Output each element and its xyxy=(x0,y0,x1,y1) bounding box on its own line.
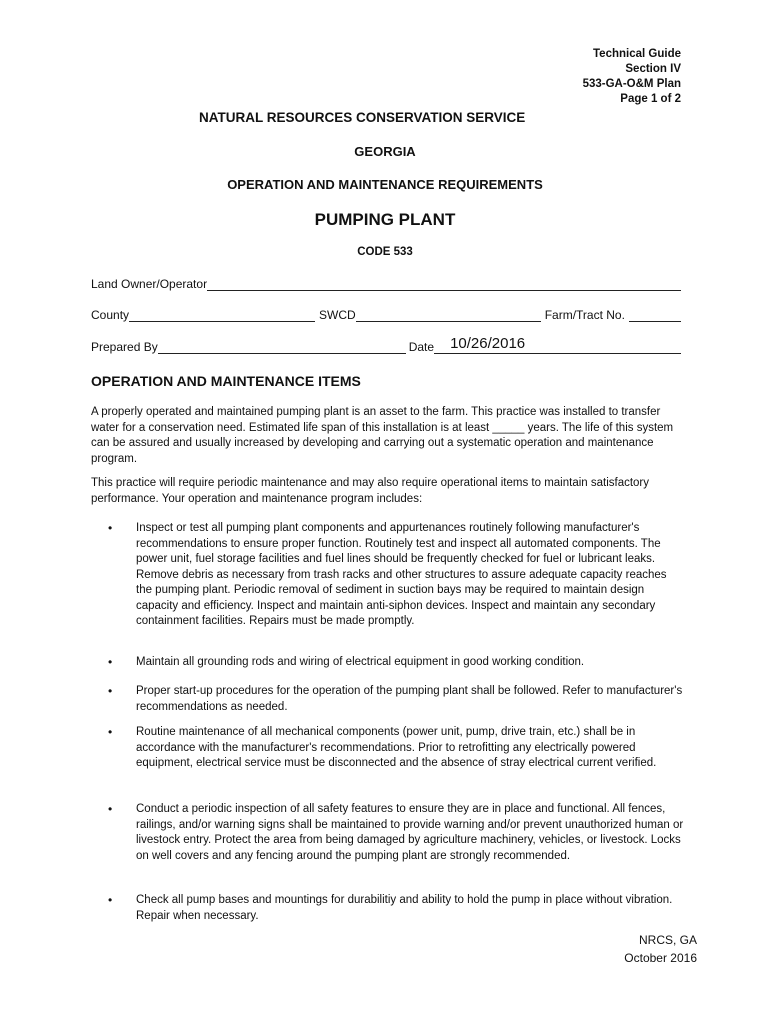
bullet-icon: • xyxy=(108,684,113,698)
bullet-text: Inspect or test all pumping plant components and appurtenances routinely following manufacturer's recommendations to ensure proper function. Routinely test and inspect all automated components. The power unit, fuel storage facilities and fuel lines should be frequently checked for fuel or lubricant leaks. Remove debris as necessary from trash racks and other structures to assure adequate capacity reaches the pumping plant. Periodic removal of sediment in suction bays may be required to maintain design capacity and efficiency. Inspect and maintain anti-siphon devices. Inspect and maintain any secondary containment facilities. Repairs must be made promptly. xyxy=(136,522,667,627)
bullet-text: Conduct a periodic inspection of all safety features to ensure they are in place and functional. All fences, railings, and/or warning signs shall be maintained to provide warning and/or prevent unauthorized human or livestock entry. Protect the area from being damaged by agriculture machinery, vehicles, or livestock. Locks on well covers and any fencing around the pumping plant are strongly recommended. xyxy=(136,803,684,862)
document-footer xyxy=(624,931,697,967)
header-guide: Technical Guide xyxy=(593,48,681,60)
header-plan: 533-GA-O&M Plan xyxy=(582,78,681,90)
swcd-label: SWCD xyxy=(319,308,356,322)
bullet-icon: • xyxy=(108,521,113,535)
bullet-list xyxy=(108,0,683,1024)
code-title: CODE 533 xyxy=(357,246,413,258)
footer-date: October 2016 xyxy=(624,951,697,965)
date-value: 10/26/2016 xyxy=(450,335,526,352)
footer-org: NRCS, GA xyxy=(638,933,697,947)
bullet-text: Maintain all grounding rods and wiring of electrical equipment in good working condition. xyxy=(136,656,585,668)
farm-tract-label: Farm/Tract No. xyxy=(544,308,625,322)
bullet-icon: • xyxy=(108,893,113,907)
state-title: GEORGIA xyxy=(354,144,416,159)
bullet-text: Routine maintenance of all mechanical components (power unit, pump, drive train, etc.) shall be in accordance with the manufacturer's recommendations. Prior to retrofitting any electrically powered equipment, electrical service must be disconnected and the absence of stray electrical current verified. xyxy=(136,726,657,769)
requirements-title: OPERATION AND MAINTENANCE REQUIREMENTS xyxy=(227,177,543,192)
bullet-text: Check all pump bases and mountings for durabilitiy and ability to hold the pump in place without vibration. Repair when necessary. xyxy=(136,894,673,922)
program-paragraph: This practice will require periodic maintenance and may also require operational items to maintain satisfactory performance. Your operation and maintenance program includes: xyxy=(91,477,650,505)
prepared-by-label: Prepared By xyxy=(91,340,158,354)
practice-title: PUMPING PLANT xyxy=(314,210,456,229)
date-label: Date xyxy=(408,340,435,354)
intro-paragraph: A properly operated and maintained pumping plant is an asset to the farm. This practice was installed to transfer water for a conservation need. Estimated life span of this installation is at least _____ years. The life of this system can be assured and usually increased by developing and carrying out a systematic operation and maintenance program. xyxy=(91,406,674,465)
bullet-icon: • xyxy=(108,725,113,739)
header-page: Page 1 of 2 xyxy=(620,93,681,105)
county-label: County xyxy=(91,308,130,322)
header-section: Section IV xyxy=(625,63,681,75)
bullet-icon: • xyxy=(108,802,113,816)
bullet-icon: • xyxy=(108,655,113,669)
section-heading: OPERATION AND MAINTENANCE ITEMS xyxy=(91,373,361,389)
bullet-text: Proper start-up procedures for the operation of the pumping plant shall be followed. Refer to manufacturer's recommendations as needed. xyxy=(136,685,683,713)
agency-title: NATURAL RESOURCES CONSERVATION SERVICE xyxy=(199,110,526,125)
land-owner-label: Land Owner/Operator xyxy=(91,277,208,291)
